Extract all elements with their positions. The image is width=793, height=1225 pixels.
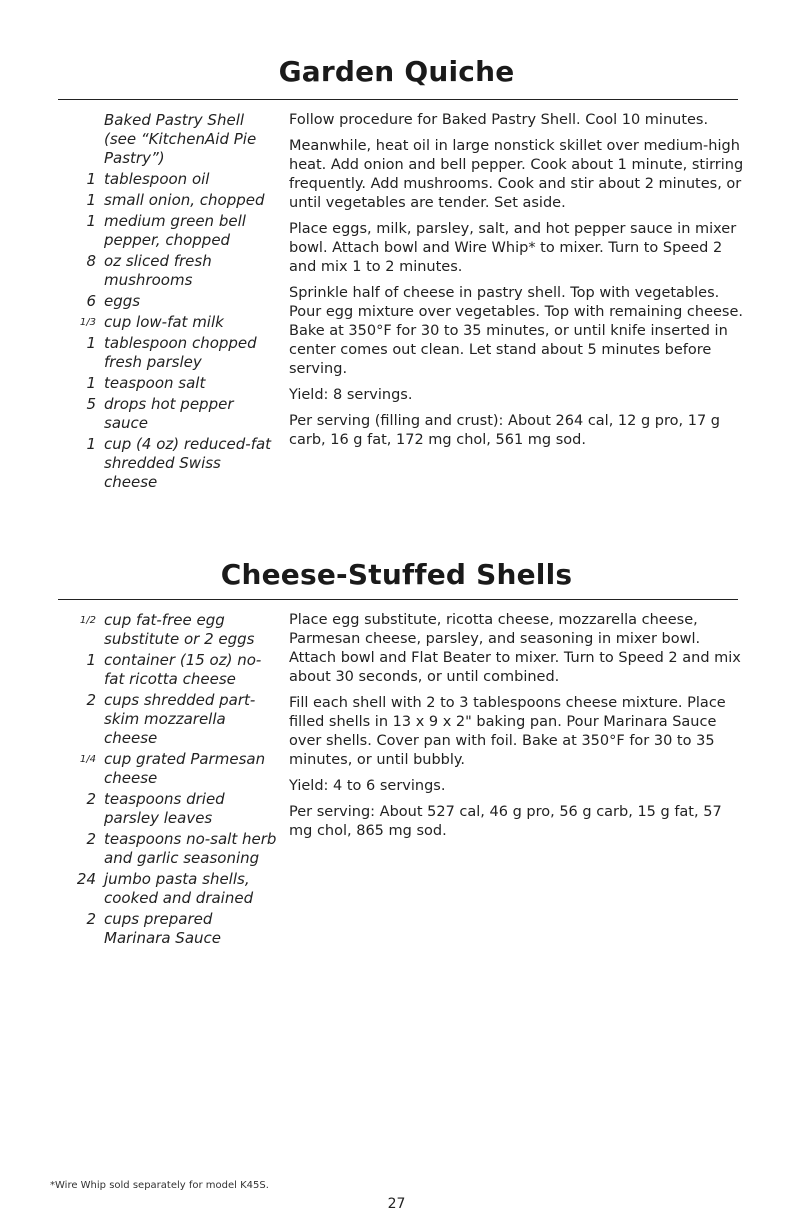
ingredient-description: Baked Pastry Shell (see “KitchenAid Pie Pastry”) bbox=[104, 111, 257, 167]
direction-paragraph: Follow procedure for Baked Pastry Shell. Cool 10 minutes. bbox=[289, 112, 709, 128]
ingredient-quantity bbox=[58, 111, 104, 168]
ingredient-item bbox=[58, 252, 278, 290]
ingredient-quantity: 1 bbox=[86, 191, 96, 209]
ingredient-quantity: 1 bbox=[86, 170, 96, 188]
direction-paragraph: Place egg substitute, ricotta cheese, mozzarella cheese, Parmesan cheese, parsley, and seasoning in mixer bowl. Attach bowl and Flat Beater to mixer. Turn to Speed 2 and mix about 30 seconds, or until combined. bbox=[289, 612, 741, 685]
ingredient-quantity: 2 bbox=[86, 691, 96, 709]
ingredient-description: teaspoon salt bbox=[104, 374, 206, 392]
ingredient-item bbox=[58, 435, 278, 492]
ingredient-list bbox=[58, 111, 278, 494]
ingredient-description: medium green bell pepper, chopped bbox=[104, 212, 246, 249]
title-rule bbox=[58, 99, 738, 100]
ingredient-quantity: 1 bbox=[86, 212, 96, 230]
footnote: *Wire Whip sold separately for model K45S. bbox=[50, 1180, 269, 1191]
ingredient-quantity: 2 bbox=[86, 830, 96, 848]
ingredient-description: teaspoons dried parsley leaves bbox=[104, 790, 225, 827]
direction-paragraph: Per serving: About 527 cal, 46 g pro, 56 g carb, 15 g fat, 57 mg chol, 865 mg sod. bbox=[289, 804, 722, 839]
ingredient-description: cup fat-free egg substitute or 2 eggs bbox=[104, 611, 255, 648]
ingredient-quantity: 5 bbox=[86, 395, 96, 413]
ingredient-item bbox=[58, 191, 278, 210]
ingredient-quantity: 1/4 bbox=[79, 754, 96, 765]
ingredient-item bbox=[58, 750, 278, 788]
direction-paragraph: Place eggs, milk, parsley, salt, and hot pepper sauce in mixer bowl. Attach bowl and Wire Whip* to mixer. Turn to Speed 2 and mix 1 to 2 minutes. bbox=[289, 221, 737, 275]
ingredient-item bbox=[58, 313, 278, 332]
ingredient-description: cup low-fat milk bbox=[104, 313, 224, 331]
ingredient-item bbox=[58, 334, 278, 372]
ingredient-item bbox=[58, 651, 278, 689]
direction-paragraph: Yield: 4 to 6 servings. bbox=[289, 778, 446, 794]
ingredient-item bbox=[58, 374, 278, 393]
ingredient-quantity: 1 bbox=[86, 334, 96, 352]
ingredient-quantity: 24 bbox=[76, 870, 96, 888]
ingredient-description: tablespoon oil bbox=[104, 170, 210, 188]
page-number: 27 bbox=[387, 1196, 406, 1212]
ingredient-quantity: 1 bbox=[86, 651, 96, 669]
ingredient-list bbox=[58, 611, 278, 950]
ingredient-description: cup (4 oz) reduced-fat shredded Swiss cheese bbox=[104, 435, 272, 491]
ingredient-description: drops hot pepper sauce bbox=[104, 395, 234, 432]
ingredient-quantity: 8 bbox=[86, 252, 96, 270]
recipe-title-garden-quiche: Garden Quiche bbox=[278, 55, 515, 88]
direction-paragraph: Fill each shell with 2 to 3 tablespoons cheese mixture. Place filled shells in 13 x 9 x 2" baking pan. Pour Marinara Sauce over shells. Cover pan with foil. Bake at 350°F for 30 to 35 minutes, or until bubbly. bbox=[289, 695, 726, 768]
ingredient-description: cups prepared Marinara Sauce bbox=[104, 910, 221, 947]
ingredient-quantity: 1 bbox=[86, 435, 96, 453]
ingredient-description: oz sliced fresh mushrooms bbox=[104, 252, 212, 289]
directions bbox=[289, 111, 747, 457]
ingredient-description: eggs bbox=[104, 292, 141, 310]
ingredient-item bbox=[58, 111, 278, 168]
ingredient-item bbox=[58, 395, 278, 433]
ingredient-item bbox=[58, 830, 278, 868]
ingredient-description: tablespoon chopped fresh parsley bbox=[104, 334, 257, 371]
ingredient-quantity: 2 bbox=[86, 910, 96, 928]
ingredient-item bbox=[58, 170, 278, 189]
ingredient-item bbox=[58, 212, 278, 250]
ingredient-description: cups shredded part-skim mozzarella cheese bbox=[104, 691, 256, 747]
ingredient-description: container (15 oz) no-fat ricotta cheese bbox=[104, 651, 262, 688]
ingredient-item bbox=[58, 611, 278, 649]
ingredient-quantity: 1/3 bbox=[79, 317, 96, 328]
direction-paragraph: Per serving (filling and crust): About 264 cal, 12 g pro, 17 g carb, 16 g fat, 172 mg chol, 561 mg sod. bbox=[289, 413, 720, 448]
ingredient-quantity: 2 bbox=[86, 790, 96, 808]
recipe-title-cheese-stuffed-shells: Cheese-Stuffed Shells bbox=[220, 558, 573, 591]
ingredient-item bbox=[58, 691, 278, 748]
ingredient-item bbox=[58, 790, 278, 828]
ingredient-description: teaspoons no-salt herb and garlic seasoning bbox=[104, 830, 277, 867]
ingredient-quantity: 1 bbox=[86, 374, 96, 392]
ingredient-item bbox=[58, 292, 278, 311]
ingredient-quantity: 1/2 bbox=[79, 615, 96, 626]
directions bbox=[289, 611, 747, 848]
ingredient-description: small onion, chopped bbox=[104, 191, 265, 209]
title-rule bbox=[58, 599, 738, 600]
ingredient-item bbox=[58, 870, 278, 908]
direction-paragraph: Meanwhile, heat oil in large nonstick skillet over medium-high heat. Add onion and bell pepper. Cook about 1 minute, stirring frequently. Add mushrooms. Cook and stir about 2 minutes, or until vegetables are tender. Set aside. bbox=[289, 138, 744, 211]
ingredient-description: cup grated Parmesan cheese bbox=[104, 750, 266, 787]
direction-paragraph: Yield: 8 servings. bbox=[289, 387, 413, 403]
ingredient-quantity: 6 bbox=[86, 292, 96, 310]
ingredient-item bbox=[58, 910, 278, 948]
ingredient-description: jumbo pasta shells, cooked and drained bbox=[104, 870, 254, 907]
direction-paragraph: Sprinkle half of cheese in pastry shell. Top with vegetables. Pour egg mixture over vegetables. Top with remaining cheese. Bake at 350°F for 30 to 35 minutes, or until knife inserted in center comes out clean. Let stand about 5 minutes before serving. bbox=[289, 285, 744, 377]
